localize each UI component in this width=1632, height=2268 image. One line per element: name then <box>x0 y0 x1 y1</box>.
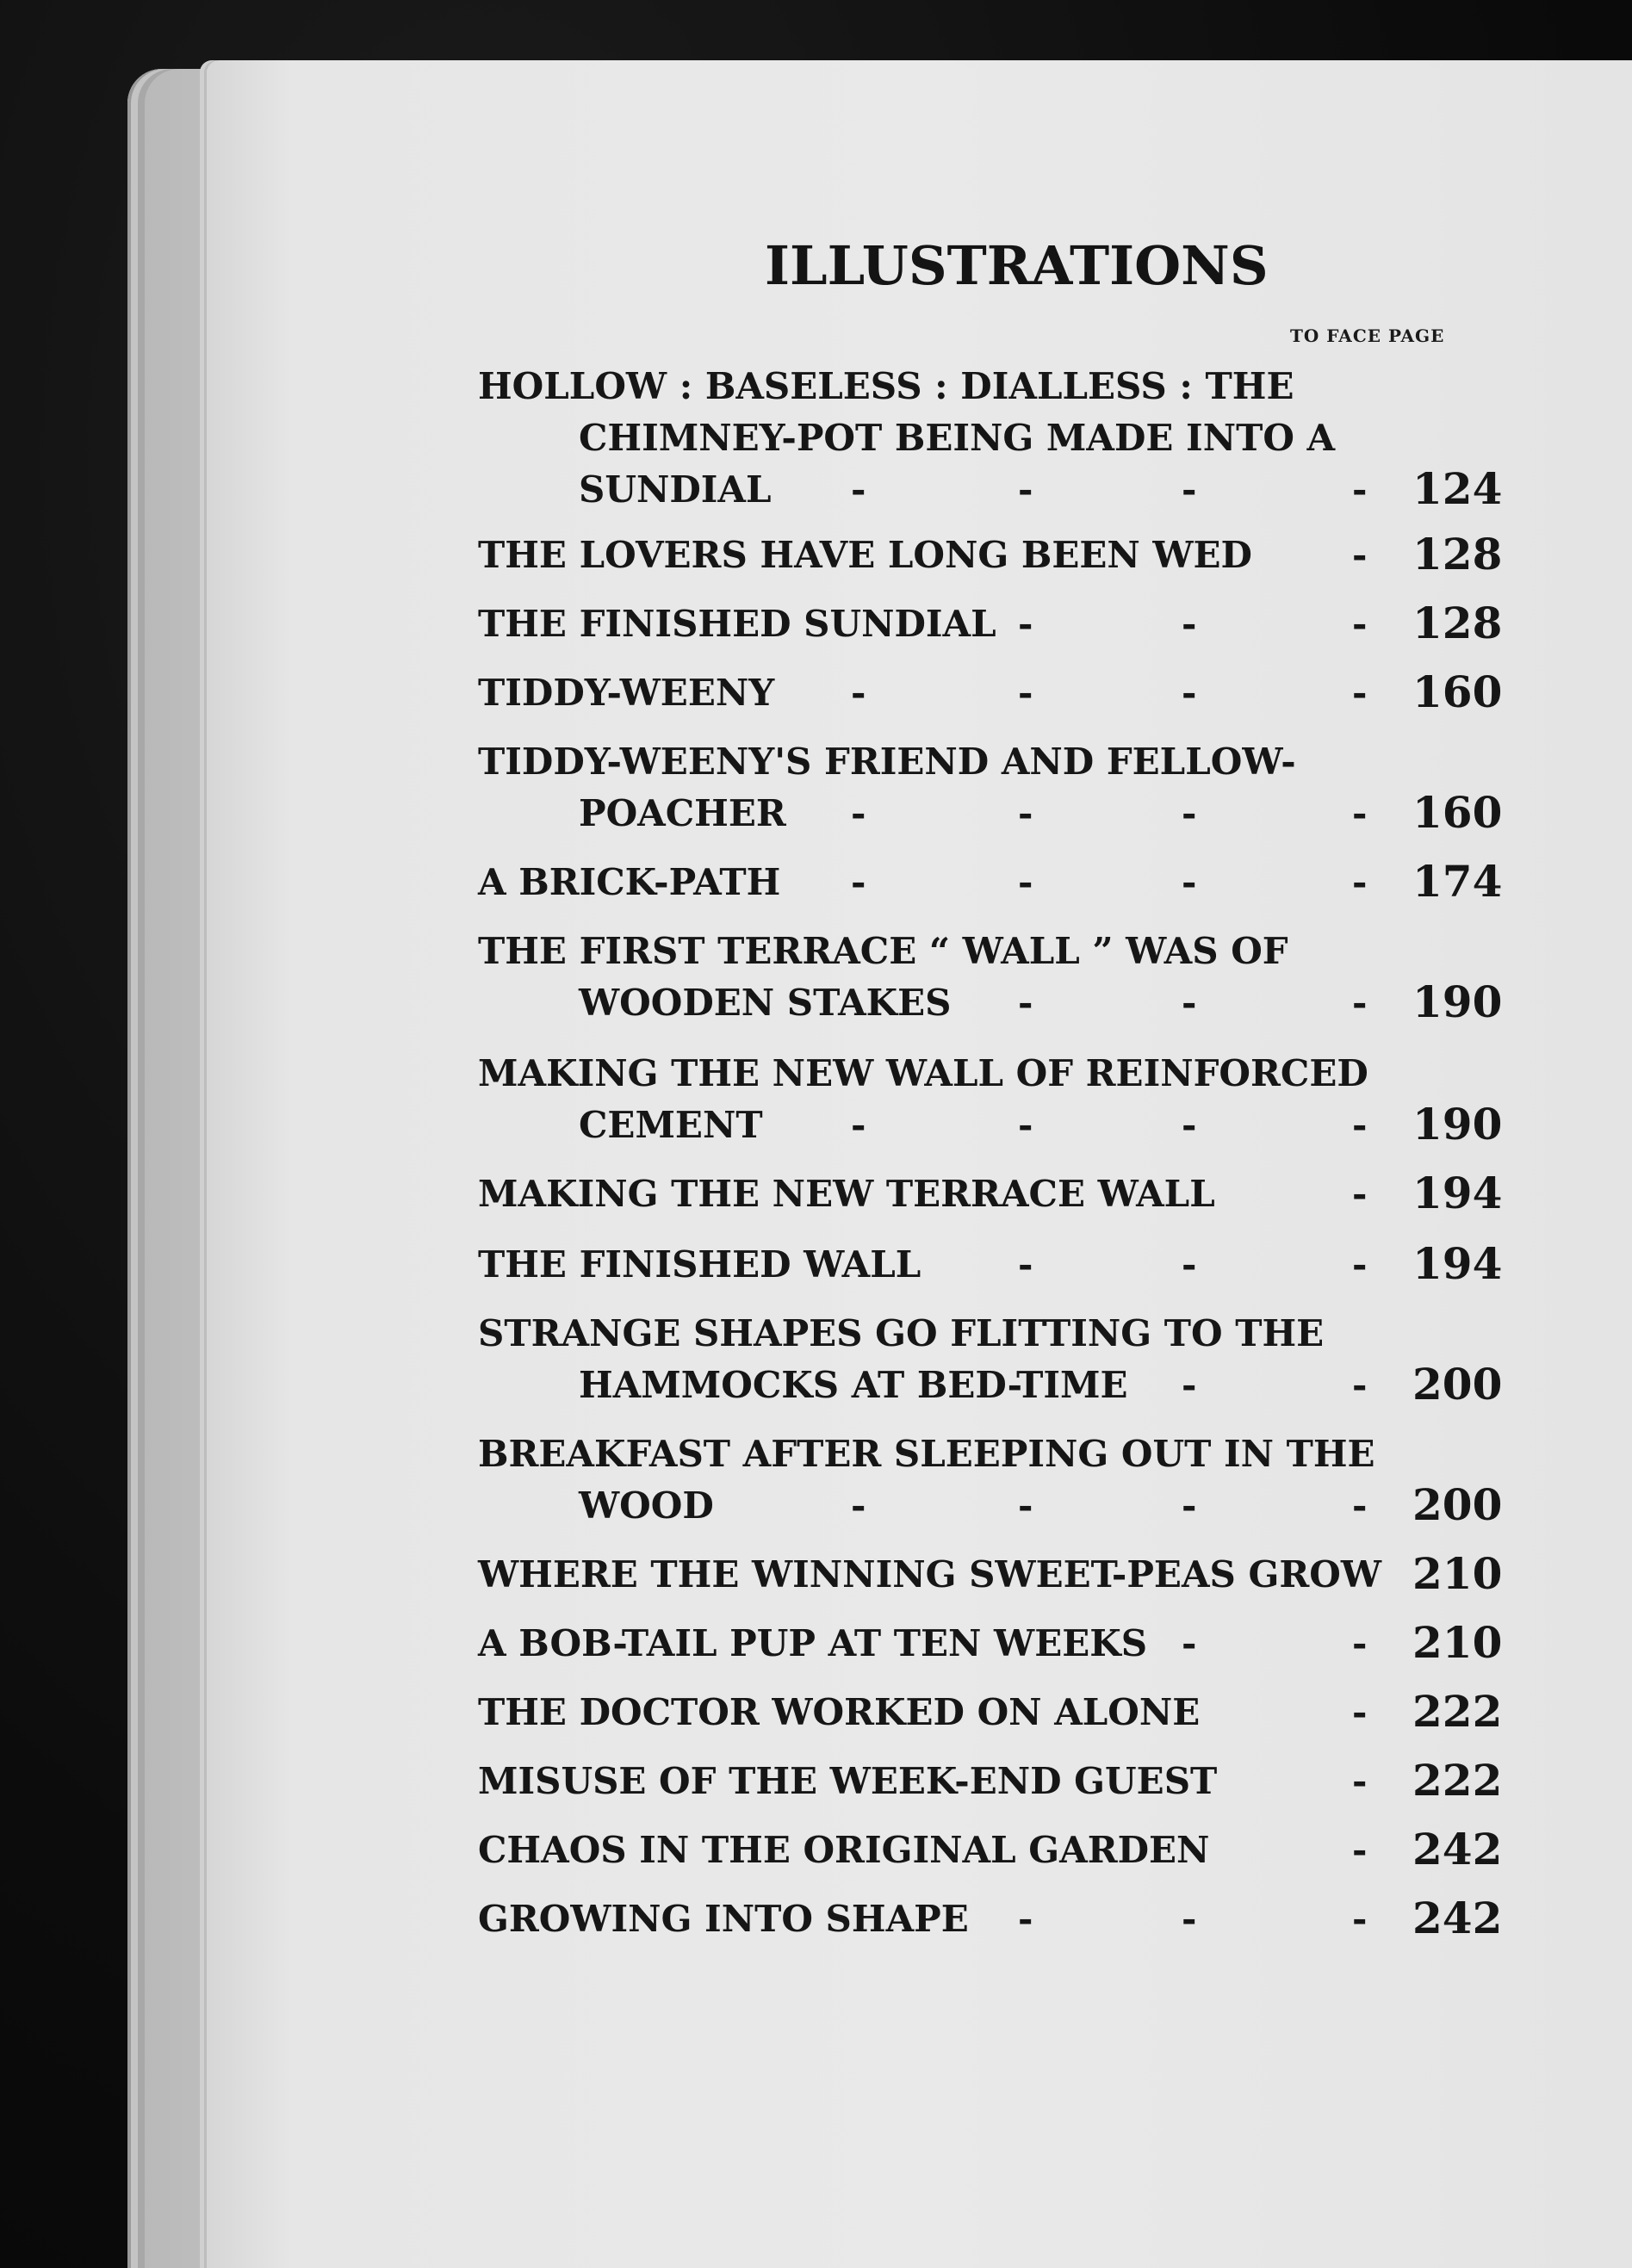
leader-dash: - <box>1018 792 1033 834</box>
entry-text: WOOD <box>579 1484 714 1527</box>
leader-dash: - <box>1352 982 1368 1024</box>
leader-dash: - <box>1352 672 1368 714</box>
leader-dash: - <box>1182 861 1197 903</box>
entry-text: THE FINISHED WALL <box>478 1243 921 1286</box>
entry-text: TIDDY-WEENY <box>478 672 775 714</box>
page-number: 128 <box>1412 598 1503 648</box>
entry-text: GROWING INTO SHAPE <box>478 1898 969 1940</box>
entry-text: THE DOCTOR WORKED ON ALONE <box>478 1691 1201 1733</box>
leader-dash: - <box>1352 792 1368 834</box>
leader-dash: - <box>1352 603 1368 645</box>
leader-dash: - <box>1352 861 1368 903</box>
leader-dash: - <box>1352 1364 1368 1406</box>
page-number: 190 <box>1412 1099 1503 1149</box>
page-number: 200 <box>1412 1359 1503 1410</box>
page-number: 222 <box>1412 1755 1503 1806</box>
leader-dash: - <box>851 861 866 903</box>
leader-dash: - <box>851 1484 866 1527</box>
leader-dash: - <box>1352 1173 1368 1215</box>
leader-dash: - <box>851 672 866 714</box>
leader-dash: - <box>1182 982 1197 1024</box>
leader-dash: - <box>1018 1104 1033 1146</box>
leader-dash: - <box>1018 672 1033 714</box>
entry-text: THE LOVERS HAVE LONG BEEN WED <box>478 534 1252 576</box>
leader-dash: - <box>1182 1898 1197 1940</box>
leader-dash: - <box>1352 1484 1368 1527</box>
entry-text: BREAKFAST AFTER SLEEPING OUT IN THE <box>478 1433 1375 1475</box>
page-number: 174 <box>1412 856 1503 907</box>
leader-dash: - <box>1182 1364 1197 1406</box>
entry-text: CEMENT <box>579 1104 763 1146</box>
leader-dash: - <box>851 1104 866 1146</box>
entry-text: WHERE THE WINNING SWEET-PEAS GROW <box>478 1553 1382 1596</box>
leader-dash: - <box>1352 1104 1368 1146</box>
leader-dash: - <box>1018 982 1033 1024</box>
page-number: 160 <box>1412 787 1503 838</box>
leader-dash: - <box>1352 468 1368 511</box>
leader-dash: - <box>1352 1622 1368 1664</box>
leader-dash: - <box>1182 468 1197 511</box>
entry-text: THE FINISHED SUNDIAL <box>478 603 996 645</box>
entry-text: HOLLOW : BASELESS : DIALLESS : THE <box>478 365 1294 407</box>
page-number: 124 <box>1412 463 1503 514</box>
entry-text: MAKING THE NEW WALL OF REINFORCED <box>478 1052 1368 1094</box>
entry-text: CHIMNEY-POT BEING MADE INTO A <box>579 417 1336 459</box>
leader-dash: - <box>1352 1243 1368 1286</box>
page-number: 194 <box>1412 1168 1503 1218</box>
entry-text: MAKING THE NEW TERRACE WALL <box>478 1173 1215 1215</box>
page-title: ILLUSTRATIONS <box>765 234 1269 297</box>
leader-dash: - <box>1352 1898 1368 1940</box>
page-number: 128 <box>1412 529 1503 579</box>
leader-dash: - <box>1018 861 1033 903</box>
leader-dash: - <box>1018 1243 1033 1286</box>
leader-dash: - <box>1182 1104 1197 1146</box>
leader-dash: - <box>1352 1829 1368 1871</box>
page-number: 210 <box>1412 1548 1503 1599</box>
leader-dash: - <box>1182 603 1197 645</box>
page-number: 194 <box>1412 1238 1503 1289</box>
leader-dash: - <box>1352 534 1368 576</box>
leader-dash: - <box>1182 1484 1197 1527</box>
page-number: 190 <box>1412 976 1503 1027</box>
leader-dash: - <box>1352 1760 1368 1802</box>
leader-dash: - <box>1018 1484 1033 1527</box>
entry-text: STRANGE SHAPES GO FLITTING TO THE <box>478 1312 1325 1354</box>
leader-dash: - <box>1182 792 1197 834</box>
column-heading: TO FACE PAGE <box>1290 325 1445 346</box>
leader-dash: - <box>1018 468 1033 511</box>
page-number: 200 <box>1412 1479 1503 1530</box>
leader-dash: - <box>1018 603 1033 645</box>
leader-dash: - <box>851 468 866 511</box>
page-number: 242 <box>1412 1824 1503 1875</box>
page-number: 160 <box>1412 666 1503 717</box>
leader-dash: - <box>1182 1243 1197 1286</box>
entry-text: A BRICK-PATH <box>478 861 781 903</box>
entry-text: SUNDIAL <box>579 468 772 511</box>
page-number: 222 <box>1412 1686 1503 1737</box>
leader-dash: - <box>1182 1622 1197 1664</box>
leader-dash: - <box>1352 1691 1368 1733</box>
entry-text: WOODEN STAKES <box>579 982 952 1024</box>
entry-text: MISUSE OF THE WEEK-END GUEST <box>478 1760 1218 1802</box>
entry-text: CHAOS IN THE ORIGINAL GARDEN <box>478 1829 1210 1871</box>
page-number: 242 <box>1412 1893 1503 1943</box>
entry-text: HAMMOCKS AT BED-TIME <box>579 1364 1128 1406</box>
leader-dash: - <box>1182 672 1197 714</box>
entry-text: TIDDY-WEENY'S FRIEND AND FELLOW- <box>478 741 1296 783</box>
entry-text: THE FIRST TERRACE “ WALL ” WAS OF <box>478 930 1288 972</box>
leader-dash: - <box>851 792 866 834</box>
entry-text: POACHER <box>579 792 786 834</box>
page-number: 210 <box>1412 1617 1503 1668</box>
entry-text: A BOB-TAIL PUP AT TEN WEEKS <box>478 1622 1148 1664</box>
leader-dash: - <box>1018 1898 1033 1940</box>
